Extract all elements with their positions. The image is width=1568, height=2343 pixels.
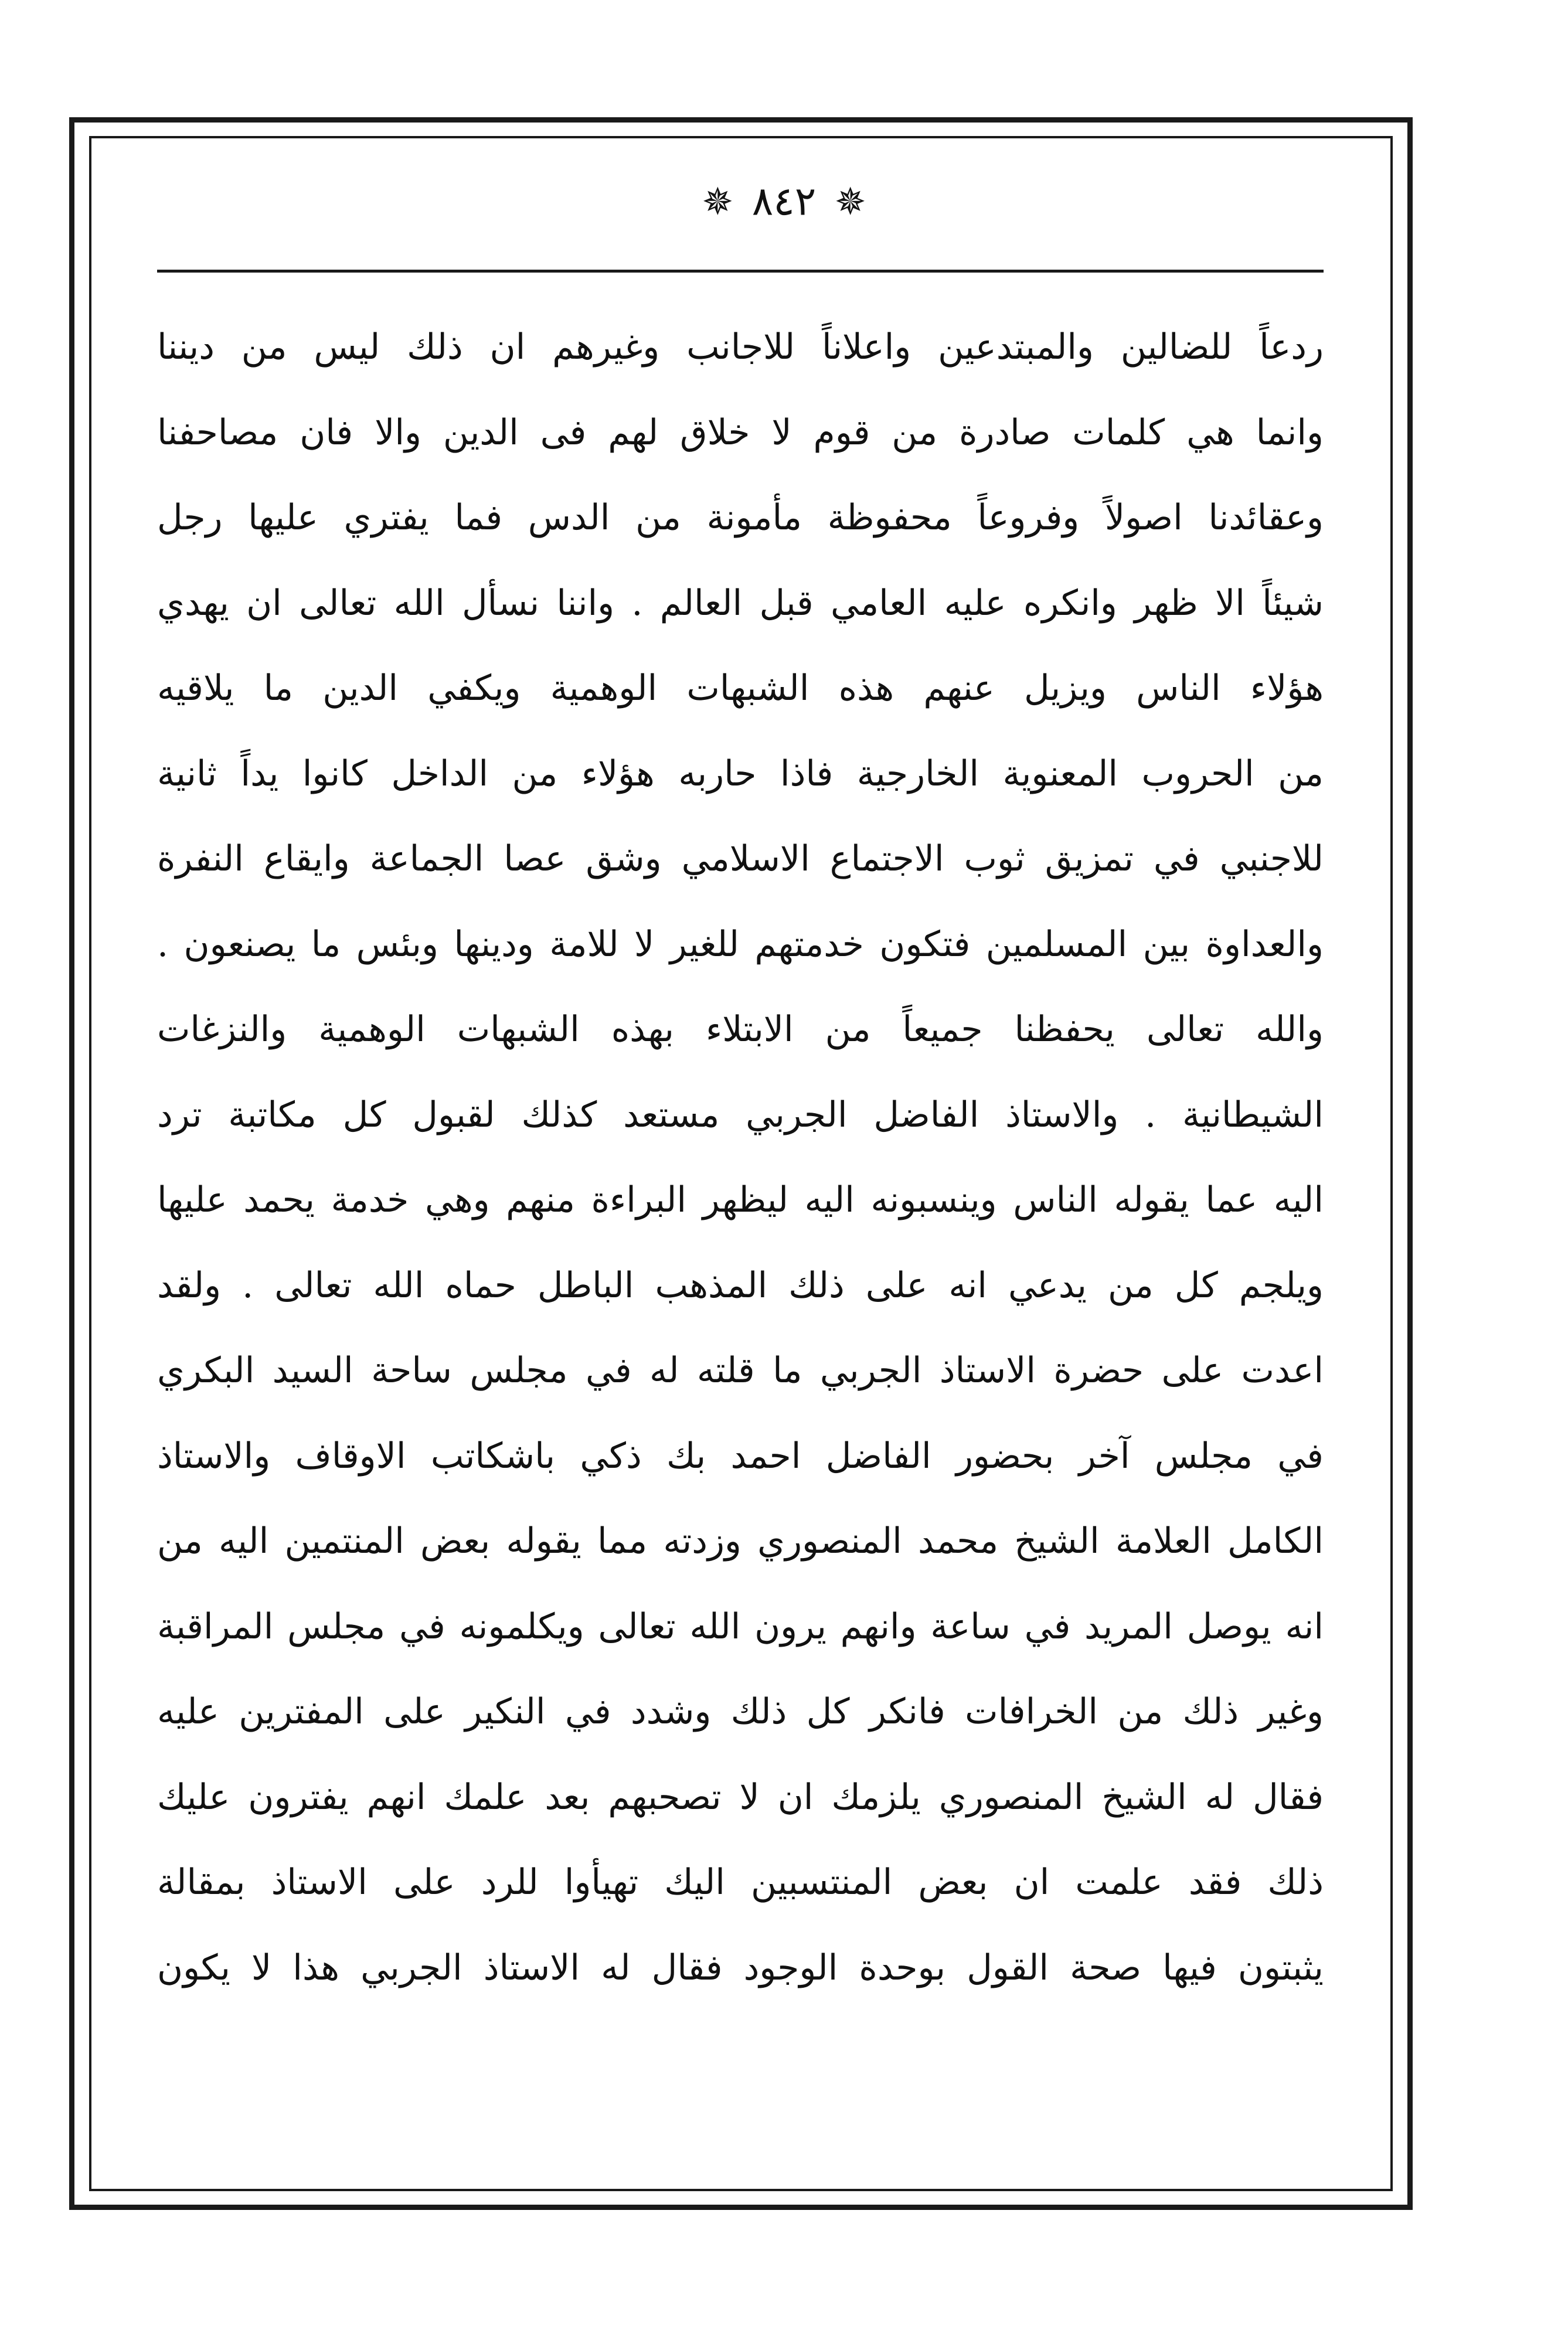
text-line: انه يوصل المريد في ساعة وانهم يرون الله تعالى ويكلمونه في مجلس المراقبة bbox=[157, 1606, 1324, 1647]
text-line: اليه عما يقوله الناس وينسبونه اليه ليظهر البراءة منهم وهي خدمة يحمد عليها bbox=[157, 1179, 1324, 1220]
text-line: شيئاً الا ظهر وانكره عليه العامي قبل العالم . واننا نسأل الله تعالى ان يهدي bbox=[157, 582, 1324, 624]
page-number-header bbox=[0, 176, 1568, 226]
text-line: الكامل العلامة الشيخ محمد المنصوري وزدته مما يقوله بعض المنتمين اليه من bbox=[157, 1521, 1324, 1562]
text-line: وعقائدنا اصولاً وفروعاً محفوظة مأمونة من الدس فما يفتري عليها رجل bbox=[157, 497, 1324, 538]
text-line: والعداوة بين المسلمين فتكون خدمتهم للغير لا للامة ودينها وبئس ما يصنعون . bbox=[157, 923, 1324, 965]
text-line: ردعاً للضالين والمبتدعين واعلاناً للاجانب وغيرهم ان ذلك ليس من ديننا bbox=[157, 327, 1324, 368]
ornament-right-icon: ✵ bbox=[834, 180, 866, 224]
text-line: وانما هي كلمات صادرة من قوم لا خلاق لهم فى الدين والا فان مصاحفنا bbox=[157, 412, 1324, 453]
header-rule bbox=[157, 270, 1324, 273]
text-line: من الحروب المعنوية الخارجية فاذا حاربه هؤلاء من الداخل كانوا يداً ثانية bbox=[157, 753, 1324, 794]
text-line: اعدت على حضرة الاستاذ الجربي ما قلته له في مجلس ساحة السيد البكري bbox=[157, 1350, 1324, 1391]
ornament-left-icon: ✵ bbox=[702, 180, 734, 224]
page-number: ٨٤٢ bbox=[751, 178, 817, 225]
text-line: وغير ذلك من الخرافات فانكر كل ذلك وشدد في النكير على المفترين عليه bbox=[157, 1691, 1324, 1732]
text-line: ويلجم كل من يدعي انه على ذلك المذهب الباطل حماه الله تعالى . ولقد bbox=[157, 1264, 1324, 1306]
text-line: هؤلاء الناس ويزيل عنهم هذه الشبهات الوهمية ويكفي الدين ما يلاقيه bbox=[157, 668, 1324, 709]
text-line: في مجلس آخر بحضور الفاضل احمد بك ذكي باشكاتب الاوقاف والاستاذ bbox=[157, 1435, 1324, 1477]
text-line: ذلك فقد علمت ان بعض المنتسبين اليك تهيأوا للرد على الاستاذ بمقالة bbox=[157, 1862, 1324, 1903]
text-line: فقال له الشيخ المنصوري يلزمك ان لا تصحبهم بعد علمك انهم يفترون عليك bbox=[157, 1776, 1324, 1818]
text-line: يثبتون فيها صحة القول بوحدة الوجود فقال له الاستاذ الجربي هذا لا يكون bbox=[157, 1947, 1324, 1988]
body-text bbox=[157, 305, 1324, 2011]
text-line: والله تعالى يحفظنا جميعاً من الابتلاء بهذه الشبهات الوهمية والنزغات bbox=[157, 1009, 1324, 1050]
text-line: الشيطانية . والاستاذ الفاضل الجربي مستعد كذلك لقبول كل مكاتبة ترد bbox=[157, 1094, 1324, 1135]
text-line: للاجنبي في تمزيق ثوب الاجتماع الاسلامي وشق عصا الجماعة وايقاع النفرة bbox=[157, 838, 1324, 879]
